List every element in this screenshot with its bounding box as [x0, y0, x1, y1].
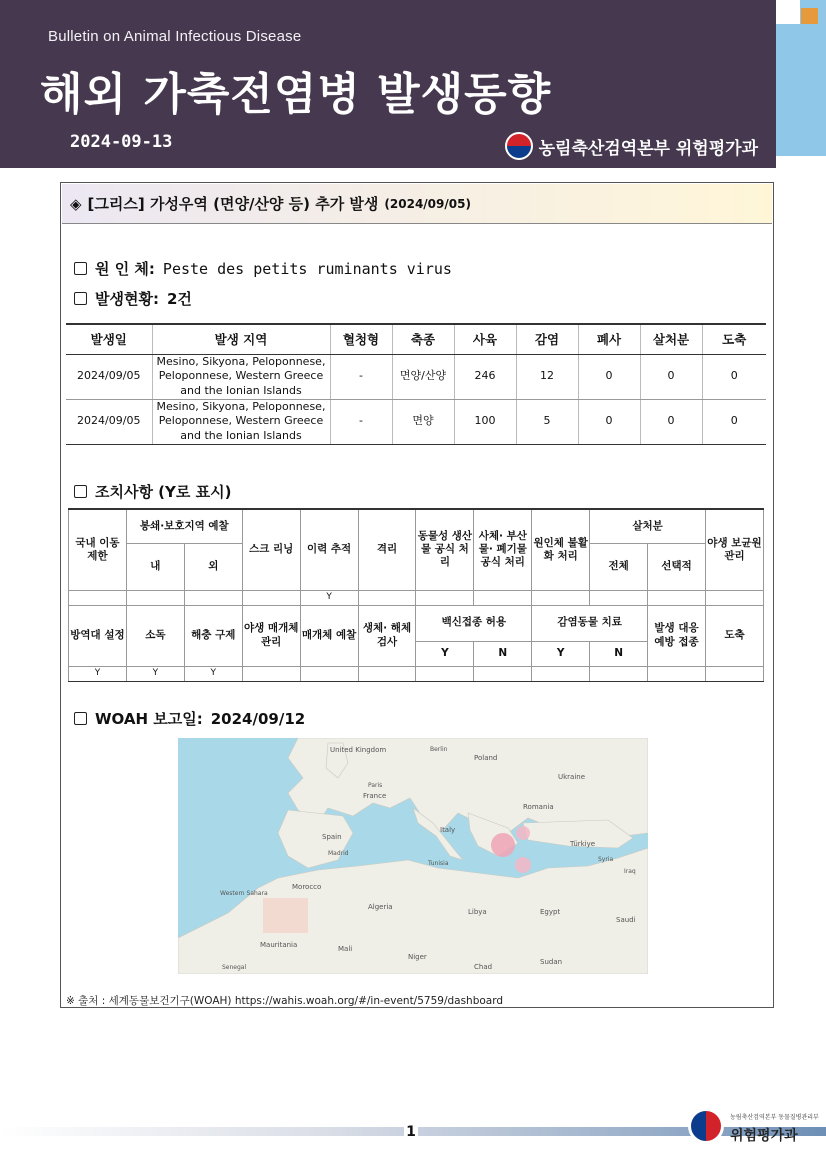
section-title-text: [그리스] 가성우역 (면양/산양 등) 추가 발생 — [87, 195, 379, 213]
col-header: 혈청형 — [330, 324, 392, 354]
value-cell — [474, 666, 532, 681]
map-label: Egypt — [540, 908, 561, 916]
map-label: Ukraine — [558, 773, 586, 781]
value-cell — [126, 590, 184, 605]
cell-species: 면양/산양 — [392, 354, 454, 399]
checkbox-icon — [74, 712, 87, 725]
map-label: Poland — [474, 754, 498, 762]
map-label: Paris — [368, 782, 383, 789]
cell-infected: 12 — [516, 354, 578, 399]
section-date: (2024/09/05) — [384, 196, 471, 211]
footer-org-name: 위험평가과 — [730, 1128, 798, 1144]
map-label: Syria — [598, 856, 614, 863]
map-label: Saudi — [616, 916, 636, 924]
page-header — [0, 0, 776, 168]
map-label: Spain — [322, 833, 342, 841]
measures-label: 조치사항 (Y로 표시) — [95, 483, 232, 501]
map-label: Algeria — [368, 903, 393, 911]
value-cell — [474, 590, 532, 605]
value-cell — [705, 590, 763, 605]
col-header: 축종 — [392, 324, 454, 354]
diamond-icon: ◈ — [70, 194, 82, 213]
value-cell — [532, 666, 590, 681]
cell-slaughtered: 0 — [702, 354, 766, 399]
measure-all: 전체 — [590, 543, 648, 590]
value-cell — [532, 590, 590, 605]
measure-selective: 선택적 — [648, 543, 706, 590]
table-row — [66, 399, 766, 444]
value-cell — [358, 666, 416, 681]
col-header: 도축 — [702, 324, 766, 354]
woah-label: WOAH 보고일: — [95, 710, 203, 728]
cell-infected: 5 — [516, 399, 578, 444]
measure-vector-surv: 매개체 예찰 — [300, 605, 358, 666]
footer-org-small: 농림축산검역본부 동물질병관리부 — [730, 1114, 819, 1121]
checkbox-icon — [74, 262, 87, 275]
map-label: Morocco — [292, 883, 322, 891]
measure-wildlife: 야생 보균원 관리 — [705, 509, 763, 590]
cell-serotype: - — [330, 399, 392, 444]
value-cell — [300, 666, 358, 681]
measures-table — [68, 508, 764, 682]
measure-products: 동물성 생산물 공식 처리 — [416, 509, 474, 590]
col-header: 사육 — [454, 324, 516, 354]
measure-zone: 방역대 설정 — [69, 605, 127, 666]
org-name: 농림축산검역본부 위험평가과 — [538, 138, 758, 159]
cell-raised: 246 — [454, 354, 516, 399]
cell-culled: 0 — [640, 399, 702, 444]
measure-slaughter: 살처분 — [590, 509, 706, 543]
col-header: 폐사 — [578, 324, 640, 354]
outbreak-marker-large — [491, 833, 515, 857]
page-number: 1 — [404, 1124, 418, 1141]
cell-date: 2024/09/05 — [66, 354, 152, 399]
value-cell — [590, 590, 648, 605]
col-header: 발생 지역 — [152, 324, 330, 354]
map-label: Tunisia — [428, 860, 449, 867]
map-label: Berlin — [430, 746, 448, 753]
map-label: United Kingdom — [330, 746, 387, 754]
measure-trace: 이력 추적 — [300, 509, 358, 590]
outbreak-marker — [516, 826, 530, 840]
value-cell — [416, 590, 474, 605]
taegeuk-icon — [505, 132, 533, 160]
org-logo — [505, 132, 758, 160]
map-label: Niger — [408, 953, 427, 961]
value-cell: Y — [69, 666, 127, 681]
bulletin-tagline: Bulletin on Animal Infectious Disease — [48, 28, 302, 45]
status-label: 발생현황: — [95, 290, 159, 308]
measure-closure: 봉쇄·보호지역 예찰 — [126, 509, 242, 543]
woah-line — [74, 708, 305, 729]
pathogen-line — [74, 258, 452, 279]
value-cell — [416, 666, 474, 681]
value-cell — [69, 590, 127, 605]
outbreak-table — [66, 323, 766, 445]
cell-slaughtered: 0 — [702, 399, 766, 444]
measure-wild-vector: 야생 매개체 관리 — [242, 605, 300, 666]
value-cell — [184, 590, 242, 605]
checkbox-icon — [74, 485, 87, 498]
cell-raised: 100 — [454, 399, 516, 444]
measure-inside: 내 — [126, 543, 184, 590]
value-cell: Y — [300, 590, 358, 605]
cell-dead: 0 — [578, 399, 640, 444]
measure-domestic: 국내 이동 제한 — [69, 509, 127, 590]
treat-no: N — [590, 641, 648, 666]
vacc-no: N — [474, 641, 532, 666]
map-label: Iraq — [624, 868, 636, 875]
map-label: Madrid — [328, 850, 349, 857]
measure-vaccination: 백신접종 허용 — [416, 605, 532, 641]
measure-treatment: 감염동물 치료 — [532, 605, 648, 641]
value-cell — [358, 590, 416, 605]
cell-date: 2024/09/05 — [66, 399, 152, 444]
woah-value: 2024/09/12 — [210, 709, 306, 728]
table-row — [66, 354, 766, 399]
map-label: Chad — [474, 963, 493, 971]
map-label: Türkiye — [570, 840, 596, 848]
map-label: Senegal — [222, 964, 247, 971]
section-title — [62, 184, 772, 224]
status-line — [74, 288, 192, 309]
measure-disinfect: 소독 — [126, 605, 184, 666]
corner-decoration-white — [776, 0, 800, 24]
pathogen-label: 원 인 체: — [95, 260, 155, 278]
table-header-row — [66, 324, 766, 354]
value-cell — [648, 590, 706, 605]
map-label: Mauritania — [260, 941, 298, 949]
value-cell — [590, 666, 648, 681]
status-value: 2건 — [166, 290, 192, 308]
cell-region: Mesino, Sikyona, Peloponnese, Peloponnese, Western Greece and the Ionian Islands — [152, 399, 330, 444]
map-label: Romania — [523, 803, 554, 811]
measure-screening: 스크 리닝 — [242, 509, 300, 590]
col-header: 감염 — [516, 324, 578, 354]
taegeuk-logo-icon — [688, 1108, 724, 1144]
outbreak-marker — [515, 857, 531, 873]
map-label: Italy — [440, 826, 456, 834]
map-label: Mali — [338, 945, 353, 953]
map-label: Western Sahara — [220, 890, 268, 897]
col-header: 살처분 — [640, 324, 702, 354]
treat-yes: Y — [532, 641, 590, 666]
measure-outside: 외 — [184, 543, 242, 590]
col-header: 발생일 — [66, 324, 152, 354]
value-cell: Y — [184, 666, 242, 681]
outbreak-map — [178, 738, 648, 974]
cell-culled: 0 — [640, 354, 702, 399]
value-cell — [648, 666, 706, 681]
measure-carcass: 사체· 부산물· 폐기물 공식 처리 — [474, 509, 532, 590]
publish-date: 2024-09-13 — [70, 132, 173, 152]
measure-quarantine: 격리 — [358, 509, 416, 590]
value-cell — [242, 666, 300, 681]
map-label: France — [363, 792, 387, 800]
measure-emergency-vacc: 발생 대응 예방 접종 — [648, 605, 706, 666]
page-title: 해외 가축전염병 발생동향 — [40, 69, 552, 120]
value-cell: Y — [126, 666, 184, 681]
vacc-yes: Y — [416, 641, 474, 666]
corner-decoration-orange — [801, 8, 818, 24]
map-label: Libya — [468, 908, 487, 916]
pathogen-value: Peste des petits ruminants virus — [162, 259, 452, 278]
measure-inactivation: 원인체 불활화 처리 — [532, 509, 590, 590]
cell-serotype: - — [330, 354, 392, 399]
cell-region: Mesino, Sikyona, Peloponnese, Peloponnese, Western Greece and the Ionian Islands — [152, 354, 330, 399]
measure-carcass-test: 생체· 해체 검사 — [358, 605, 416, 666]
source-citation: ※ 출처 : 세계동물보건기구(WOAH) https://wahis.woah.org/#/in-event/5759/dashboard — [66, 995, 504, 1007]
measure-butcher: 도축 — [705, 605, 763, 666]
value-cell — [705, 666, 763, 681]
map-label: Sudan — [540, 958, 563, 966]
value-cell — [242, 590, 300, 605]
cell-dead: 0 — [578, 354, 640, 399]
measures-line — [74, 481, 231, 502]
measure-pest: 해충 구제 — [184, 605, 242, 666]
cell-species: 면양 — [392, 399, 454, 444]
checkbox-icon — [74, 292, 87, 305]
